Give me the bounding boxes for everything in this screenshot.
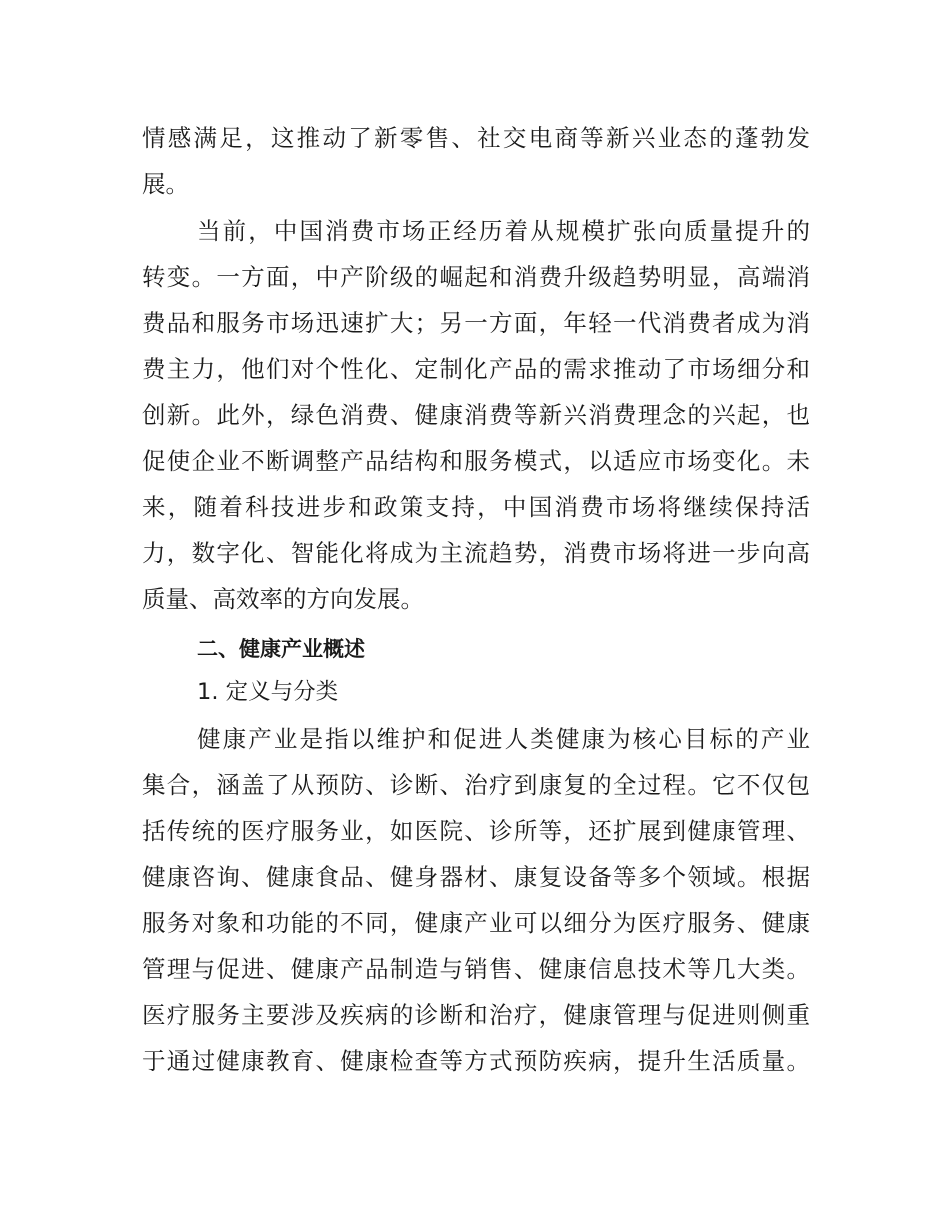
paragraph-line: 于通过健康教育、健康检查等方式预防疾病，提升生活质量。 <box>142 1047 810 1075</box>
subsection-heading: 1. 定义与分类 <box>197 679 339 705</box>
paragraph-line: 费品和服务市场迅速扩大；另一方面，年轻一代消费者成为消 <box>142 309 810 337</box>
paragraph-line: 展。 <box>142 170 189 198</box>
paragraph-line: 管理与促进、健康产品制造与销售、健康信息技术等几大类。 <box>142 955 810 983</box>
paragraph-line: 费主力，他们对个性化、定制化产品的需求推动了市场细分和 <box>142 355 810 383</box>
paragraph-line: 力，数字化、智能化将成为主流趋势，消费市场将进一步向高 <box>142 539 810 567</box>
paragraph-line: 转变。一方面，中产阶级的崛起和消费升级趋势明显，高端消 <box>142 263 810 291</box>
paragraph-line: 集合，涵盖了从预防、诊断、治疗到康复的全过程。它不仅包 <box>142 771 810 799</box>
paragraph-line: 服务对象和功能的不同，健康产业可以细分为医疗服务、健康 <box>142 909 810 937</box>
paragraph-line: 质量、高效率的方向发展。 <box>142 585 424 613</box>
paragraph-line: 情感满足，这推动了新零售、社交电商等新兴业态的蓬勃发 <box>142 124 810 152</box>
paragraph-line: 健康咨询、健康食品、健身器材、康复设备等多个领域。根据 <box>142 863 810 891</box>
paragraph-line: 来，随着科技进步和政策支持，中国消费市场将继续保持活 <box>142 493 810 521</box>
section-heading: 二、健康产业概述 <box>197 637 365 661</box>
paragraph-line: 健康产业是指以维护和促进人类健康为核心目标的产业 <box>197 725 810 753</box>
paragraph-line: 当前，中国消费市场正经历着从规模扩张向质量提升的 <box>197 217 810 245</box>
paragraph-line: 促使企业不断调整产品结构和服务模式，以适应市场变化。未 <box>142 447 810 475</box>
paragraph-line: 医疗服务主要涉及疾病的诊断和治疗，健康管理与促进则侧重 <box>142 1001 810 1029</box>
paragraph-line: 括传统的医疗服务业，如医院、诊所等，还扩展到健康管理、 <box>142 817 810 845</box>
paragraph-line: 创新。此外，绿色消费、健康消费等新兴消费理念的兴起，也 <box>142 401 810 429</box>
